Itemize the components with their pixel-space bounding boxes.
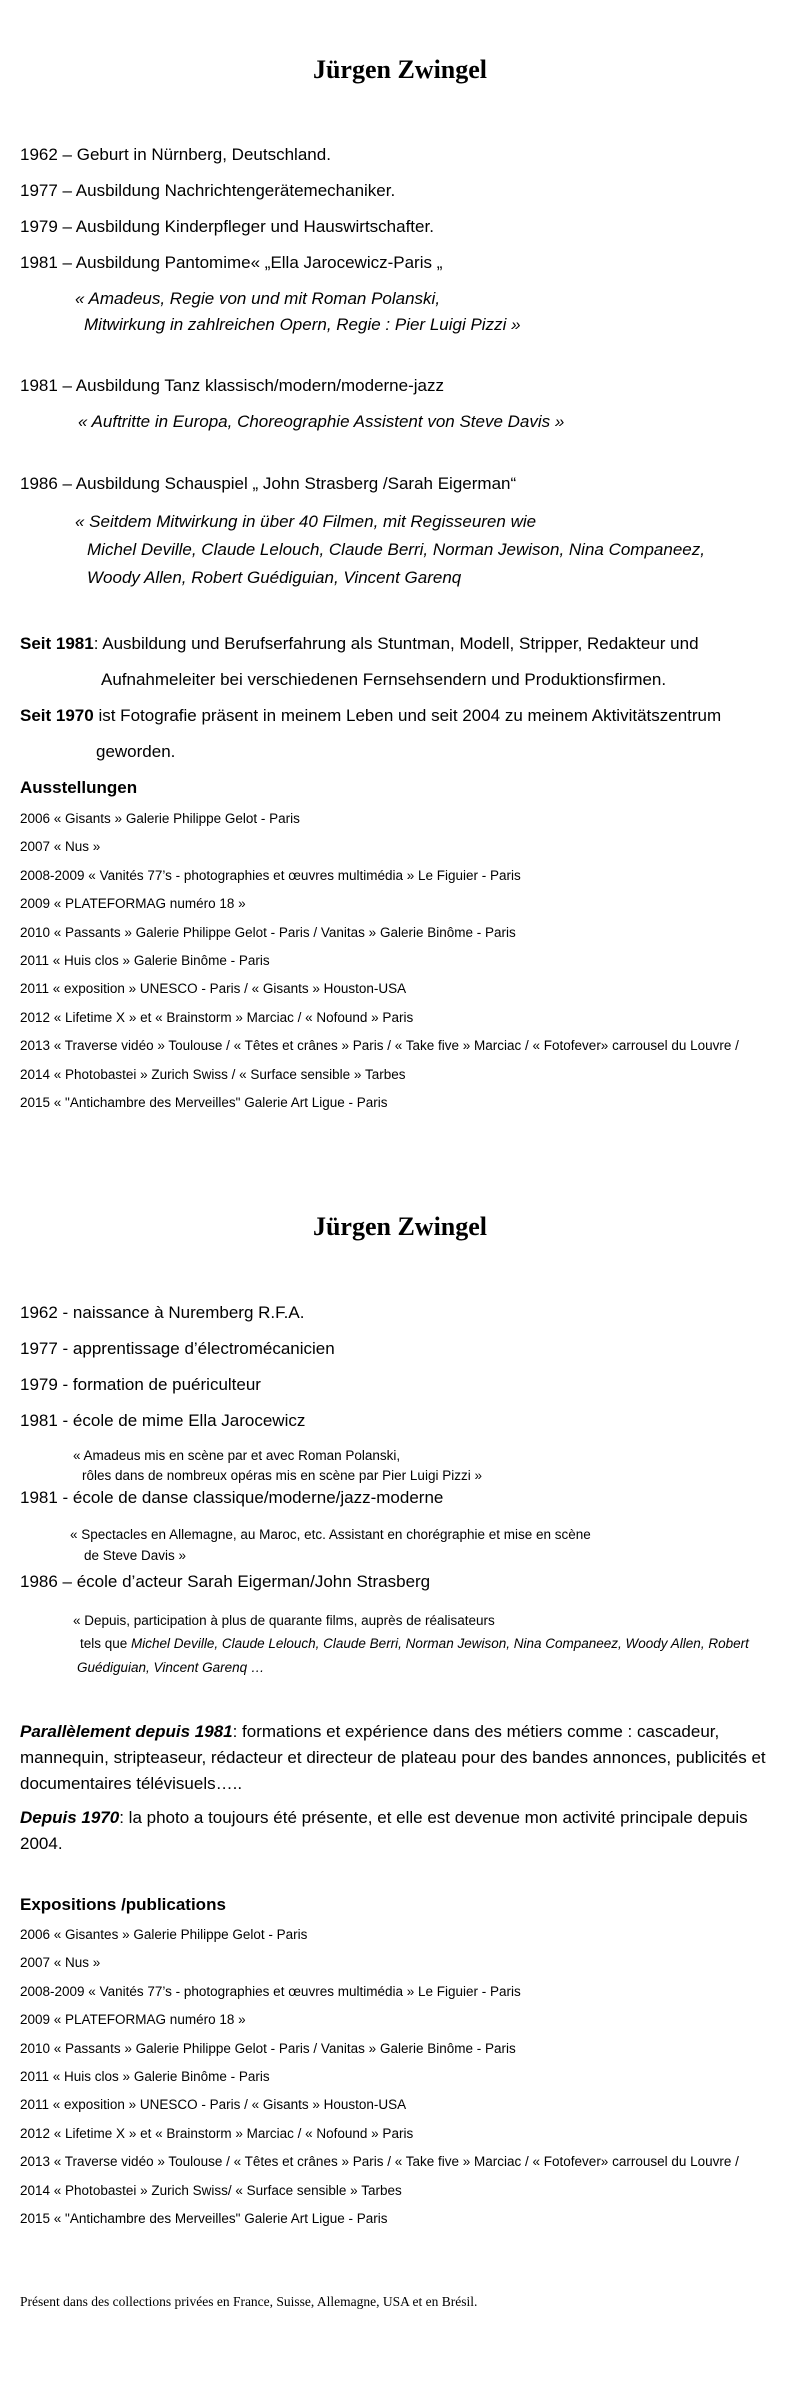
page-title-french: Jürgen Zwingel	[312, 1212, 488, 1241]
quote-line: rôles dans de nombreux opéras mis en scène par Pier Luigi Pizzi »	[82, 1468, 482, 1483]
photo-paragraph	[20, 1805, 785, 1857]
career-text: : Ausbildung und Berufserfahrung als Stuntman, Modell, Stripper, Redakteur und	[93, 634, 699, 653]
quote-line: Mitwirkung in zahlreichen Opern, Regie : Pier Luigi Pizzi »	[84, 315, 521, 334]
quote-line: « Auftritte in Europa, Choreographie Assistent von Steve Davis »	[78, 412, 565, 431]
exhibition-item: 2011 « exposition » UNESCO - Paris / « Gisants » Houston-USA	[20, 981, 407, 997]
quote-line: « Spectacles en Allemagne, au Maroc, etc. Assistant en chorégraphie et mise en scène	[70, 1527, 591, 1542]
exhibitions-heading: Ausstellungen	[20, 778, 138, 797]
exhibition-item: 2012 « Lifetime X » et « Brainstorm » Marciac / « Nofound » Paris	[20, 1009, 414, 1025]
career-line	[20, 634, 699, 654]
career-paragraph	[20, 1719, 785, 1797]
bio-line: 1979 - formation de puériculteur	[20, 1375, 261, 1394]
photo-text: : la photo a toujours été présente, et elle est devenue mon activité principale depuis 2004.	[20, 1808, 748, 1853]
exhibition-item: 2012 « Lifetime X » et « Brainstorm » Marciac / « Nofound » Paris	[20, 2125, 414, 2141]
bio-line: 1981 – Ausbildung Tanz klassisch/modern/moderne-jazz	[20, 376, 444, 395]
exhibition-item: 2014 « Photobastei » Zurich Swiss/ « Surface sensible » Tarbes	[20, 2182, 402, 2198]
collections-note: Présent dans des collections privées en France, Suisse, Allemagne, USA et en Brésil.	[20, 2294, 478, 2309]
exhibition-item: 2007 « Nus »	[20, 1955, 101, 1971]
bio-line: 1979 – Ausbildung Kinderpfleger und Hauswirtschafter.	[20, 217, 434, 236]
bio-line: 1962 – Geburt in Nürnberg, Deutschland.	[20, 145, 331, 164]
director-names: Guédiguian, Vincent Garenq …	[77, 1660, 265, 1675]
exhibition-item: 2009 « PLATEFORMAG numéro 18 »	[20, 896, 246, 912]
photo-line-cont: geworden.	[96, 742, 176, 761]
exhibition-item: 2008-2009 « Vanités 77’s - photographies et œuvres multimédia » Le Figuier - Paris	[20, 867, 521, 883]
exhibition-item: 2008-2009 « Vanités 77’s - photographies et œuvres multimédia » Le Figuier - Paris	[20, 1983, 521, 1999]
photo-year-label: Depuis 1970	[20, 1808, 120, 1827]
exhibition-item: 2015 « "Antichambre des Merveilles" Galerie Art Ligue - Paris	[20, 2210, 388, 2226]
exhibition-item: 2010 « Passants » Galerie Philippe Gelot - Paris / Vanitas » Galerie Binôme - Paris	[20, 924, 516, 940]
exhibition-item: 2009 « PLATEFORMAG numéro 18 »	[20, 2012, 246, 2028]
bio-line: 1986 – Ausbildung Schauspiel „ John Strasberg /Sarah Eigerman“	[20, 474, 517, 493]
exhibition-item: 2013 « Traverse vidéo » Toulouse / « Têtes et crânes » Paris / « Take five » Marciac / « Fotofever» carrousel du Louvre /	[20, 2154, 739, 2170]
bio-line: 1977 - apprentissage d’électromécanicien	[20, 1339, 335, 1358]
bio-line: 1977 – Ausbildung Nachrichtengerätemechaniker.	[20, 181, 396, 200]
director-names: Michel Deville, Claude Lelouch, Claude Berri, Norman Jewison, Nina Companeez, Woody Allen, Robert	[131, 1636, 749, 1651]
exhibitions-list	[20, 811, 739, 1123]
exhibition-item: 2006 « Gisants » Galerie Philippe Gelot - Paris	[20, 811, 300, 826]
photo-text: ist Fotografie präsent in meinem Leben und seit 2004 zu meinem Aktivitätszentrum	[93, 706, 722, 725]
quote-line: Woody Allen, Robert Guédiguian, Vincent Garenq	[87, 568, 462, 587]
exhibition-item: 2011 « Huis clos » Galerie Binôme - Paris	[20, 952, 270, 968]
exhibitions-list	[20, 1927, 739, 2239]
exhibition-item: 2010 « Passants » Galerie Philippe Gelot - Paris / Vanitas » Galerie Binôme - Paris	[20, 2040, 516, 2056]
career-line-cont: Aufnahmeleiter bei verschiedenen Fernsehsendern und Produktionsfirmen.	[101, 670, 667, 689]
exhibitions-heading: Expositions /publications	[20, 1895, 226, 1914]
career-year-label: Seit 1981	[20, 634, 94, 653]
exhibition-item: 2014 « Photobastei » Zurich Swiss / « Surface sensible » Tarbes	[20, 1066, 406, 1082]
quote-line: « Depuis, participation à plus de quarante films, auprès de réalisateurs	[73, 1613, 495, 1628]
page-title-german: Jürgen Zwingel	[312, 55, 488, 84]
quote-prefix: tels que	[80, 1636, 132, 1651]
exhibition-item: 2011 « Huis clos » Galerie Binôme - Paris	[20, 2068, 270, 2084]
bio-line: 1962 - naissance à Nuremberg R.F.A.	[20, 1303, 305, 1322]
quote-line: « Amadeus mis en scène par et avec Roman Polanski,	[73, 1448, 401, 1463]
quote-line	[80, 1636, 749, 1651]
exhibition-item: 2015 « "Antichambre des Merveilles" Galerie Art Ligue - Paris	[20, 1094, 388, 1110]
exhibition-item: 2007 « Nus »	[20, 839, 101, 855]
quote-line: Michel Deville, Claude Lelouch, Claude Berri, Norman Jewison, Nina Companeez,	[87, 540, 705, 559]
bio-line: 1981 - école de danse classique/moderne/jazz-moderne	[20, 1488, 444, 1507]
exhibition-item: 2011 « exposition » UNESCO - Paris / « Gisants » Houston-USA	[20, 2097, 407, 2113]
photo-line	[20, 706, 721, 726]
quote-line: « Seitdem Mitwirkung in über 40 Filmen, mit Regisseuren wie	[75, 512, 537, 531]
exhibition-item: 2006 « Gisantes » Galerie Philippe Gelot - Paris	[20, 1927, 308, 1942]
quote-line: de Steve Davis »	[84, 1548, 187, 1563]
photo-year-label: Seit 1970	[20, 706, 94, 725]
career-year-label: Parallèlement depuis 1981	[20, 1722, 233, 1741]
bio-line: 1986 – école d’acteur Sarah Eigerman/John Strasberg	[20, 1572, 431, 1591]
career-text: : formations et expérience dans des métiers comme : cascadeur, mannequin, stripteaseur, rédacteur et directeur de plateau pour des bandes annonces, publicités et documentaires télévisuels…..	[20, 1722, 766, 1793]
bio-line: 1981 - école de mime Ella Jarocewicz	[20, 1411, 306, 1430]
bio-line: 1981 – Ausbildung Pantomime« „Ella Jarocewicz-Paris „	[20, 253, 443, 272]
exhibition-item: 2013 « Traverse vidéo » Toulouse / « Têtes et crânes » Paris / « Take five » Marciac / « Fotofever» carrousel du Louvre /	[20, 1038, 739, 1054]
quote-line: « Amadeus, Regie von und mit Roman Polanski,	[75, 289, 441, 308]
